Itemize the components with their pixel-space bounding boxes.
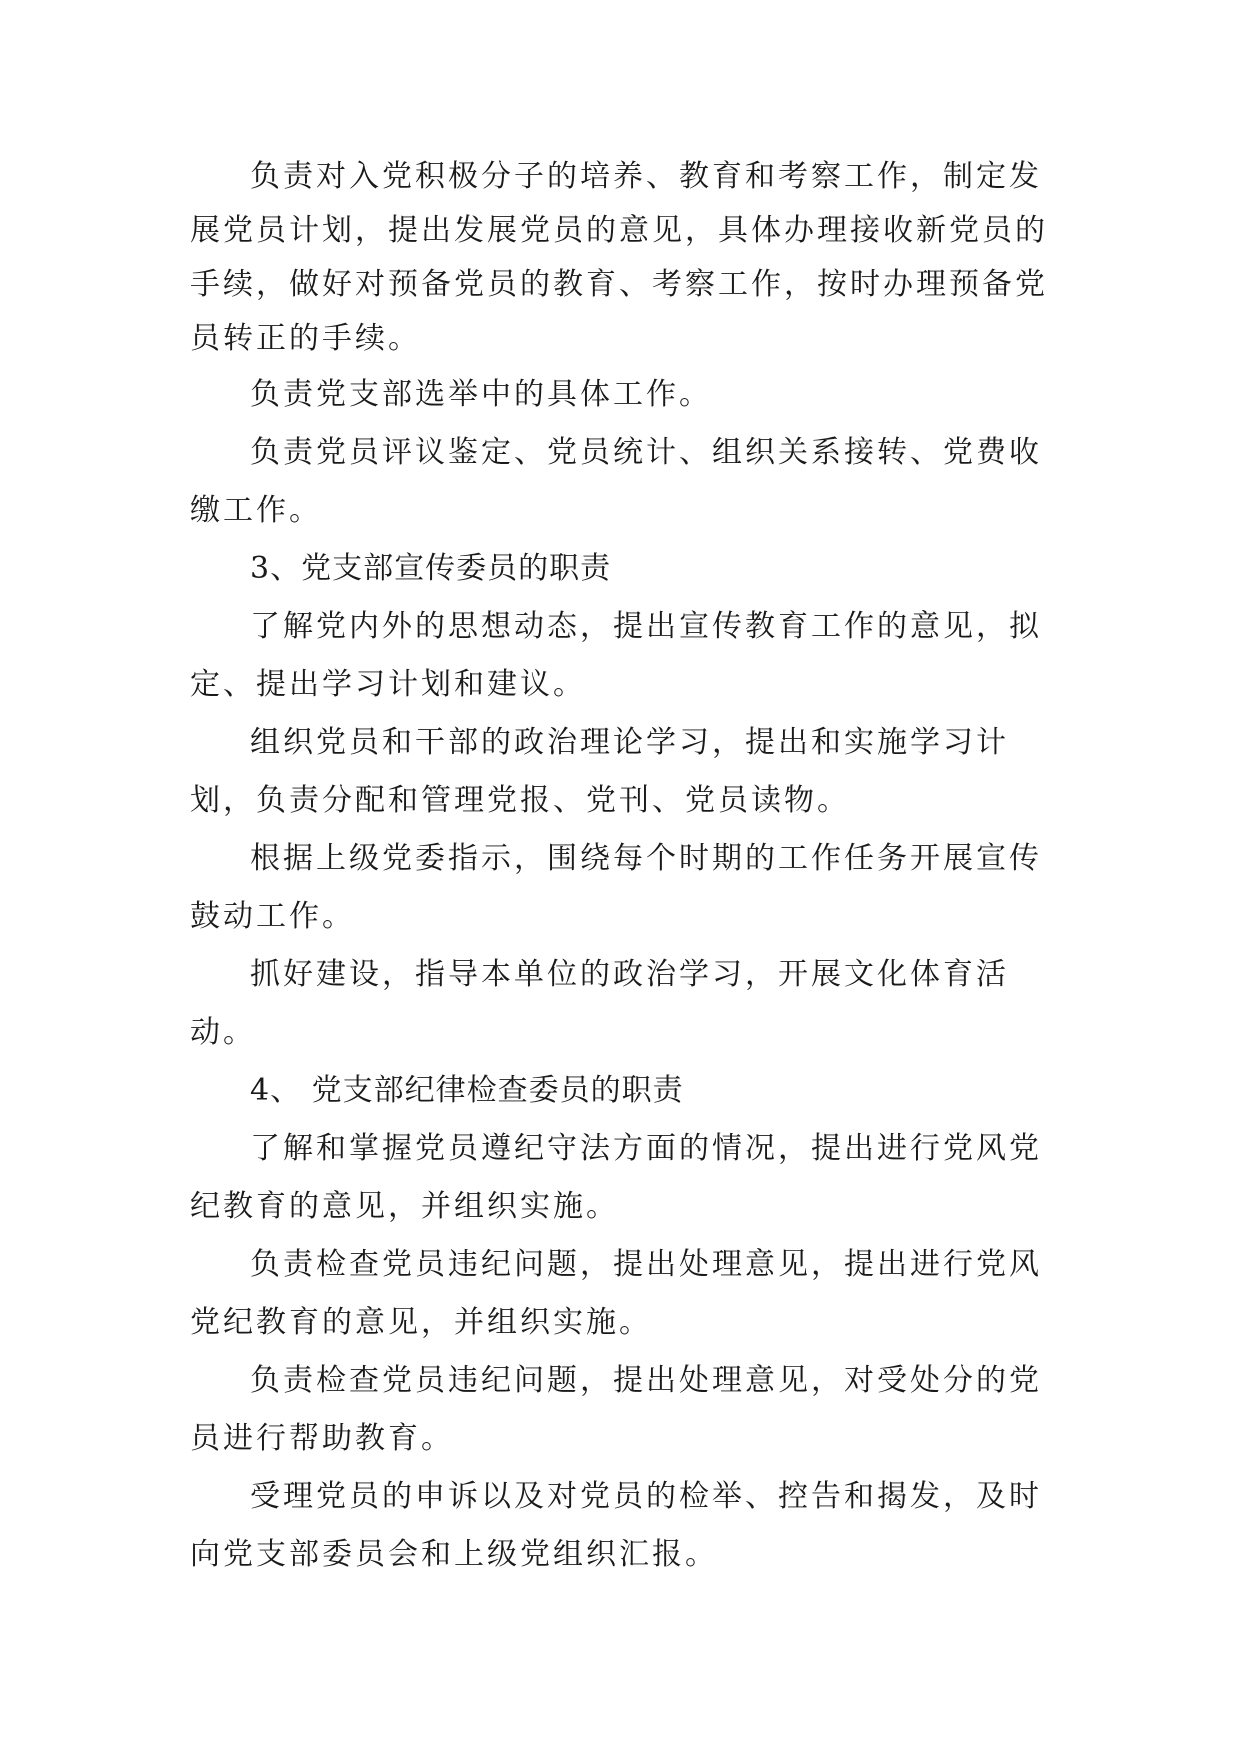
- paragraph-propaganda-4: 抓好建设，指导本单位的政治学习，开展文化体育活动。: [190, 957, 1009, 1050]
- paragraph-discipline-2: 负责检查党员违纪问题，提出处理意见，提出进行党风党纪教育的意见，并组织实施。: [190, 1247, 1042, 1340]
- paragraph-discipline-4: 受理党员的申诉以及对党员的检举、控告和揭发，及时向党支部委员会和上级党组织汇报。: [190, 1479, 1042, 1572]
- paragraph-discipline-3: 负责检查党员违纪问题，提出处理意见，对受处分的党员进行帮助教育。: [190, 1363, 1042, 1456]
- paragraph-propaganda-3: 根据上级党委指示，围绕每个时期的工作任务开展宣传鼓动工作。: [190, 841, 1042, 934]
- paragraph-propaganda-2: 组织党员和干部的政治理论学习，提出和实施学习计划，负责分配和管理党报、党刊、党员读物。: [190, 725, 1009, 818]
- section-heading-discipline: 4、 党支部纪律检查委员的职责: [250, 1073, 684, 1108]
- paragraph-branch-election: 负责党支部选举中的具体工作。: [250, 377, 712, 412]
- paragraph-discipline-1: 了解和掌握党员遵纪守法方面的情况，提出进行党风党纪教育的意见，并组织实施。: [190, 1131, 1042, 1224]
- section-heading-propaganda: 3、党支部宣传委员的职责: [250, 551, 612, 586]
- document-body: [190, 150, 1060, 1584]
- paragraph-member-review: 负责党员评议鉴定、党员统计、组织关系接转、党费收缴工作。: [190, 435, 1042, 528]
- paragraph-member-development: 负责对入党积极分子的培养、教育和考察工作，制定发展党员计划，提出发展党员的意见，具体办理接收新党员的手续，做好对预备党员的教育、考察工作，按时办理预备党员转正的手续。: [190, 159, 1048, 356]
- paragraph-propaganda-1: 了解党内外的思想动态，提出宣传教育工作的意见，拟定、提出学习计划和建议。: [190, 609, 1042, 702]
